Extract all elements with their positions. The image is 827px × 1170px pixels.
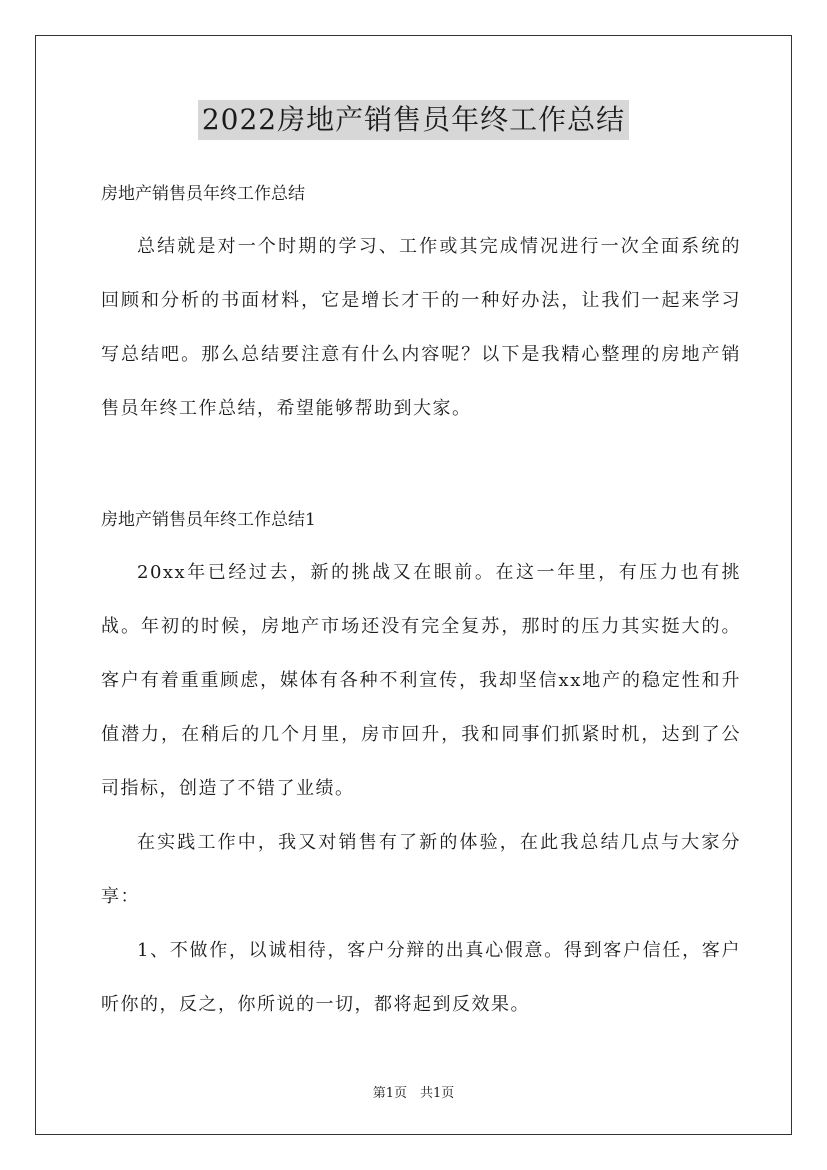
section-1-paragraph-3: 1、不做作，以诚相待，客户分辩的出真心假意。得到客户信任，客户听你的，反之，你所说的一切，都将起到反效果。 [101, 940, 741, 1015]
page-footer: 第1页 共1页 [372, 1086, 455, 1101]
section-1-paragraph-2: 在实践工作中，我又对销售有了新的体验，在此我总结几点与大家分享： [101, 832, 741, 907]
section-1-heading: 房地产销售员年终工作总结1 [101, 510, 316, 530]
subtitle: 房地产销售员年终工作总结 [101, 184, 305, 204]
document-title: 2022房地产销售员年终工作总结 [198, 100, 629, 140]
intro-paragraph: 总结就是对一个时期的学习、工作或其完成情况进行一次全面系统的回顾和分析的书面材料，它是增长才干的一种好办法，让我们一起来学习写总结吧。那么总结要注意有什么内容呢？以下是我精心整理的房地产销售员年终工作总结，希望能够帮助到大家。 [101, 236, 741, 419]
title-wrap [0, 100, 827, 140]
section-1-paragraph-1: 20xx年已经过去，新的挑战又在眼前。在这一年里，有压力也有挑战。年初的时候，房地产市场还没有完全复苏，那时的压力其实挺大的。客户有着重重顾虑，媒体有各种不利宣传，我却坚信xx地产的稳定性和升值潜力，在稍后的几个月里，房市回升，我和同事们抓紧时机，达到了公司指标，创造了不错了业绩。 [101, 562, 741, 799]
